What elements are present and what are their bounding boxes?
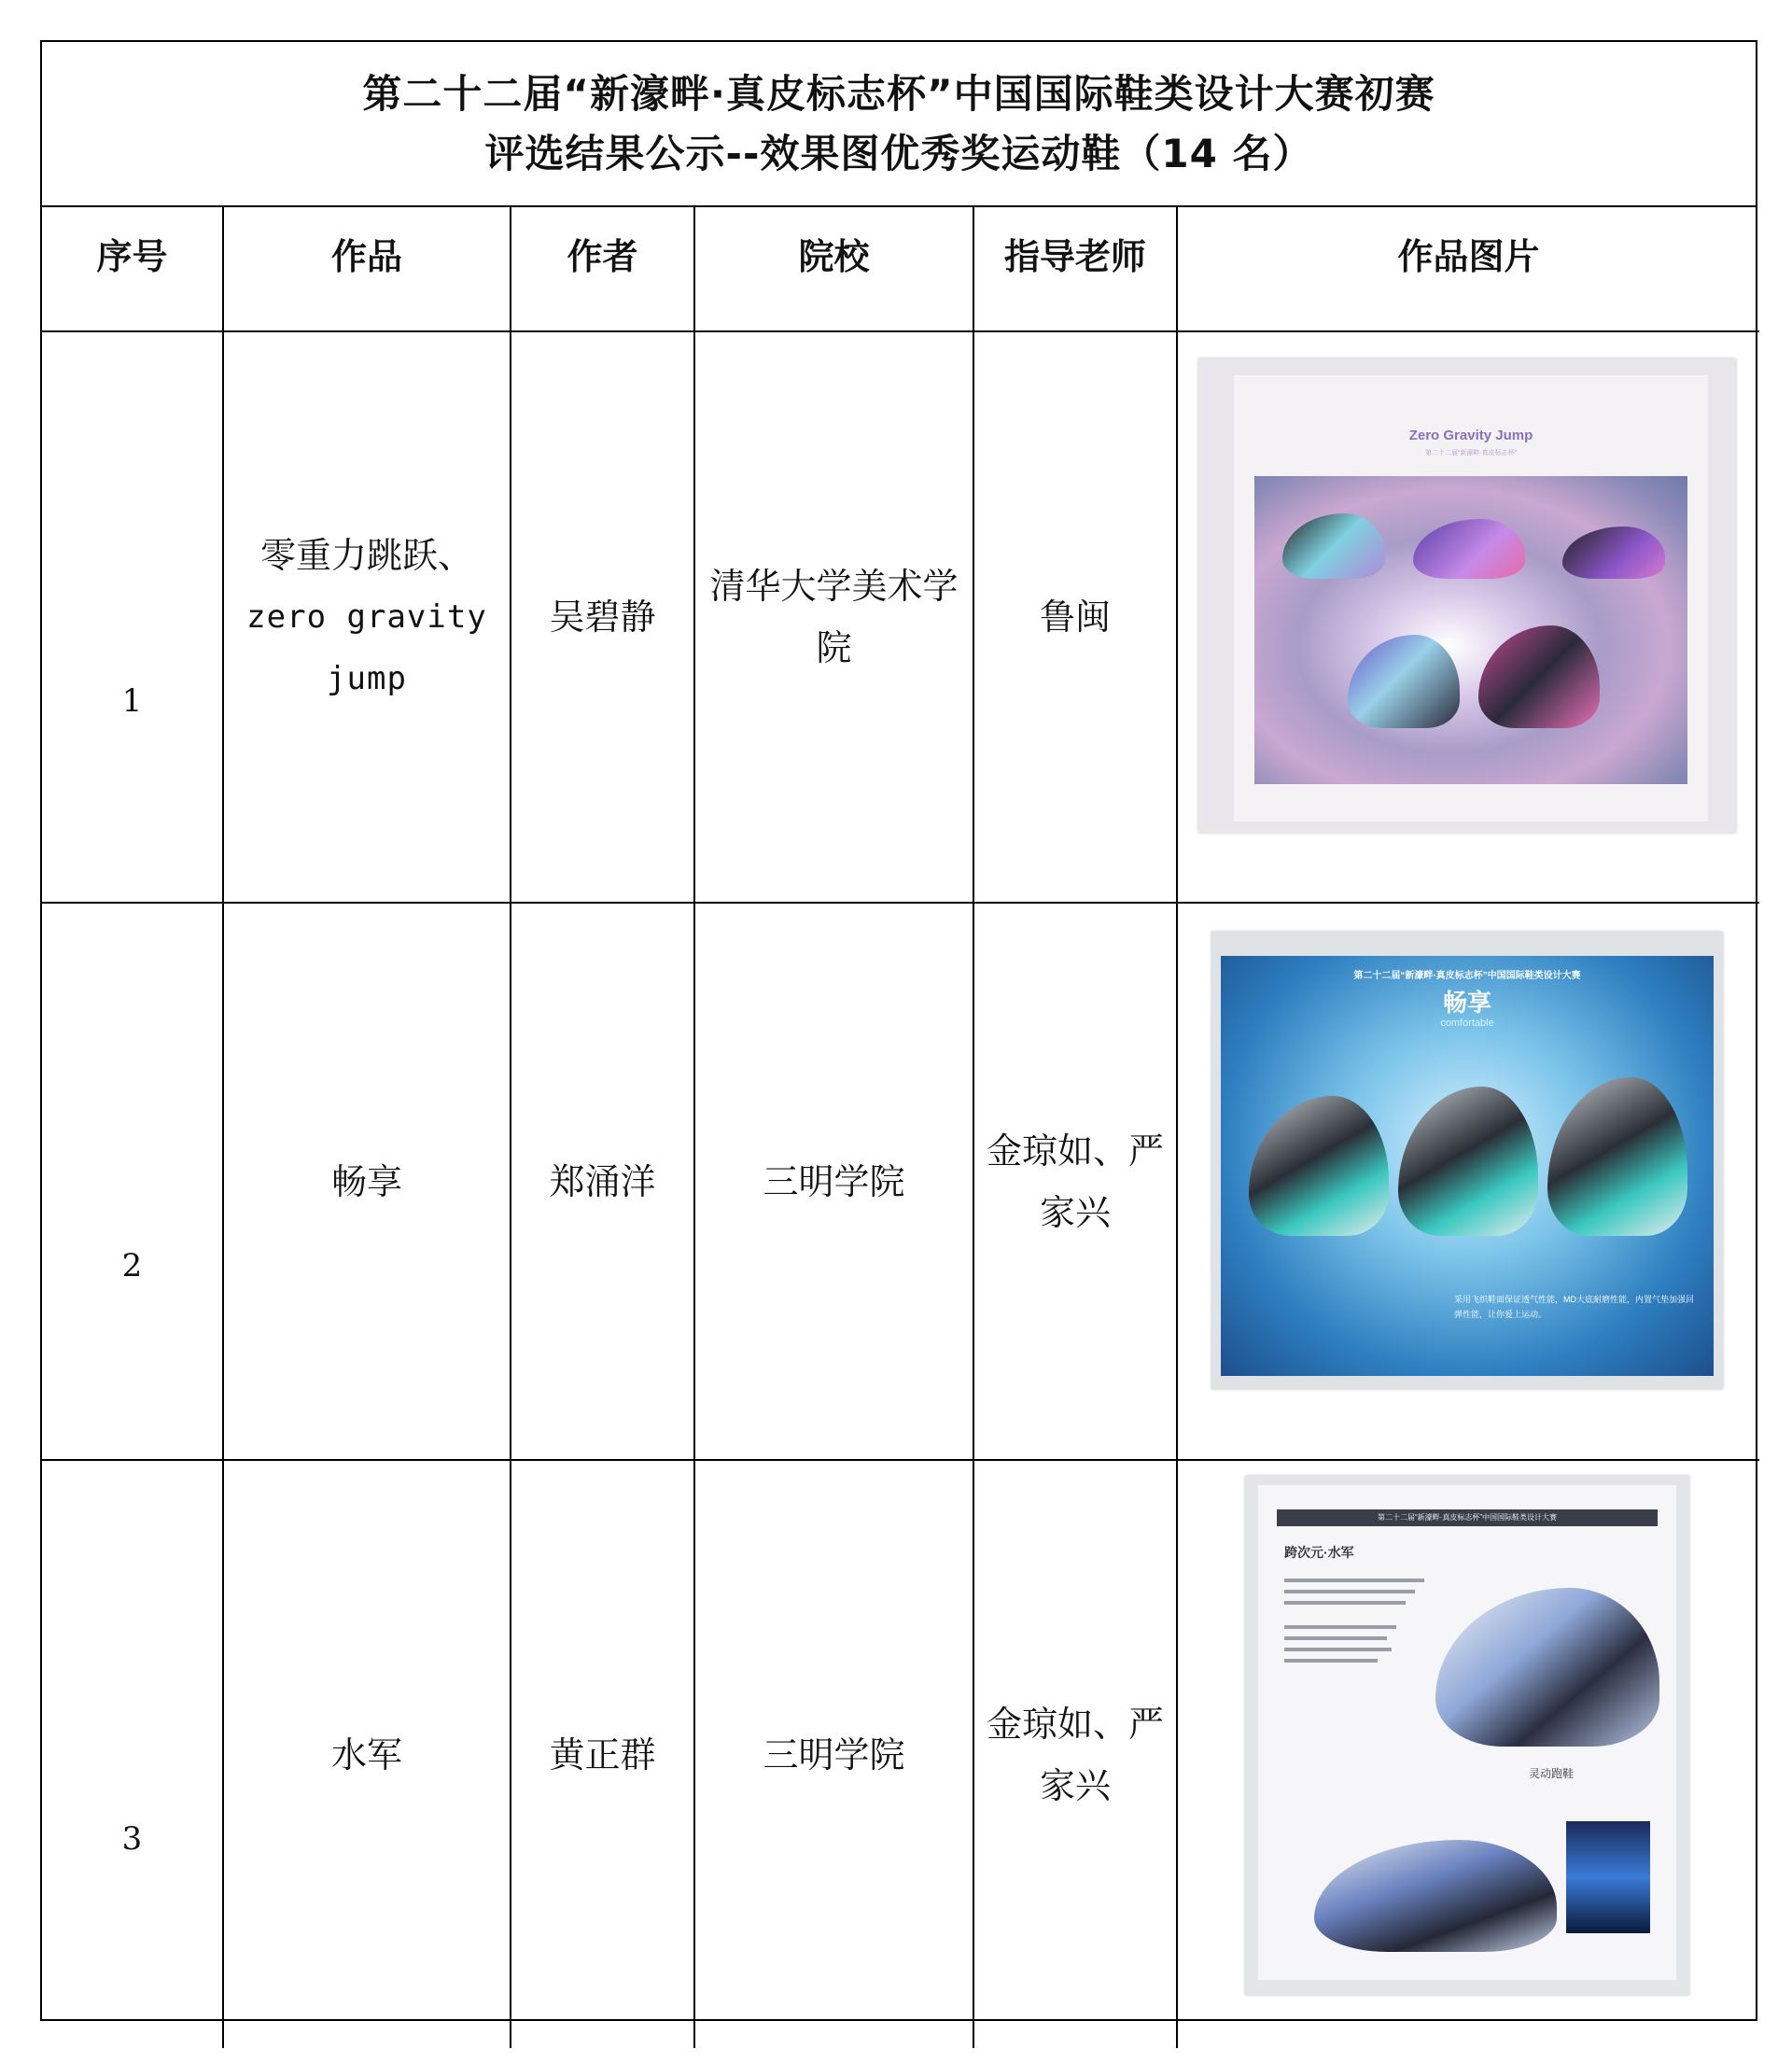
row-advisor: 鲁闽 xyxy=(973,331,1177,903)
row-school: 三明学院 xyxy=(694,1460,973,2048)
row-school: 清华大学美术学 院 xyxy=(694,331,973,903)
results-sheet xyxy=(40,40,1757,2021)
table-row xyxy=(42,331,1759,903)
row-seq: 3 xyxy=(42,1460,223,2048)
poster-title: Zero Gravity Jump xyxy=(1408,428,1533,443)
row-picture xyxy=(1177,1460,1759,2048)
row-author: 吴碧静 xyxy=(511,331,694,903)
row-author: 黄正群 xyxy=(511,1460,694,2048)
row-author: 郑涌洋 xyxy=(511,903,694,1460)
row-work: 水军 xyxy=(223,1460,511,2048)
row-picture xyxy=(1177,331,1759,903)
col-header-school: 院校 xyxy=(694,207,973,331)
row-seq: 1 xyxy=(42,331,223,903)
col-header-work: 作品 xyxy=(223,207,511,331)
col-header-advisor: 指导老师 xyxy=(973,207,1177,331)
table-row xyxy=(42,1460,1759,2048)
title-block xyxy=(42,42,1756,207)
row-work: 畅享 xyxy=(223,903,511,1460)
table-row xyxy=(42,903,1759,1460)
col-header-seq: 序号 xyxy=(42,207,223,331)
poster-subtitle: 第二十二届“新濠畔·真皮标志杯” xyxy=(1425,450,1517,456)
poster-name: 跨次元·水军 xyxy=(1284,1545,1354,1560)
header-row xyxy=(42,207,1759,331)
col-header-author: 作者 xyxy=(511,207,694,331)
poster-tag: 灵动跑鞋 xyxy=(1529,1767,1575,1780)
poster-artwork xyxy=(1254,476,1687,784)
poster-description: 采用飞织鞋面保证透气性能，MD大底耐磨性能，内置气垫加强回弹性能，让你爱上运动。 xyxy=(1454,1295,1694,1319)
results-table xyxy=(42,207,1759,2048)
poster-title: 第二十二届“新濠畔·真皮标志杯”中国国际鞋类设计大赛 xyxy=(1353,971,1581,981)
row-advisor: 金琼如、严 家兴 xyxy=(973,1460,1177,2048)
poster-name: 畅享 xyxy=(1442,989,1491,1017)
poster-subtitle: comfortable xyxy=(1440,1017,1494,1029)
title-line-1: 第二十二届“新濠畔·真皮标志杯”中国国际鞋类设计大赛初赛 xyxy=(362,70,1435,117)
artwork-photo xyxy=(1211,932,1723,1389)
row-seq: 2 xyxy=(42,903,223,1460)
artwork-photo xyxy=(1198,358,1736,833)
artwork-photo xyxy=(1245,1476,1689,1995)
row-advisor: 金琼如、严 家兴 xyxy=(973,903,1177,1460)
row-school: 三明学院 xyxy=(694,903,973,1460)
row-picture xyxy=(1177,903,1759,1460)
row-work: 零重力跳跃、 zero gravity jump xyxy=(223,331,511,903)
poster-title: 第二十二届“新濠畔·真皮标志杯”中国国际鞋类设计大赛 xyxy=(1277,1509,1658,1526)
col-header-picture: 作品图片 xyxy=(1177,207,1759,331)
title-line-2: 评选结果公示--效果图优秀奖运动鞋（14 名） xyxy=(484,130,1313,176)
